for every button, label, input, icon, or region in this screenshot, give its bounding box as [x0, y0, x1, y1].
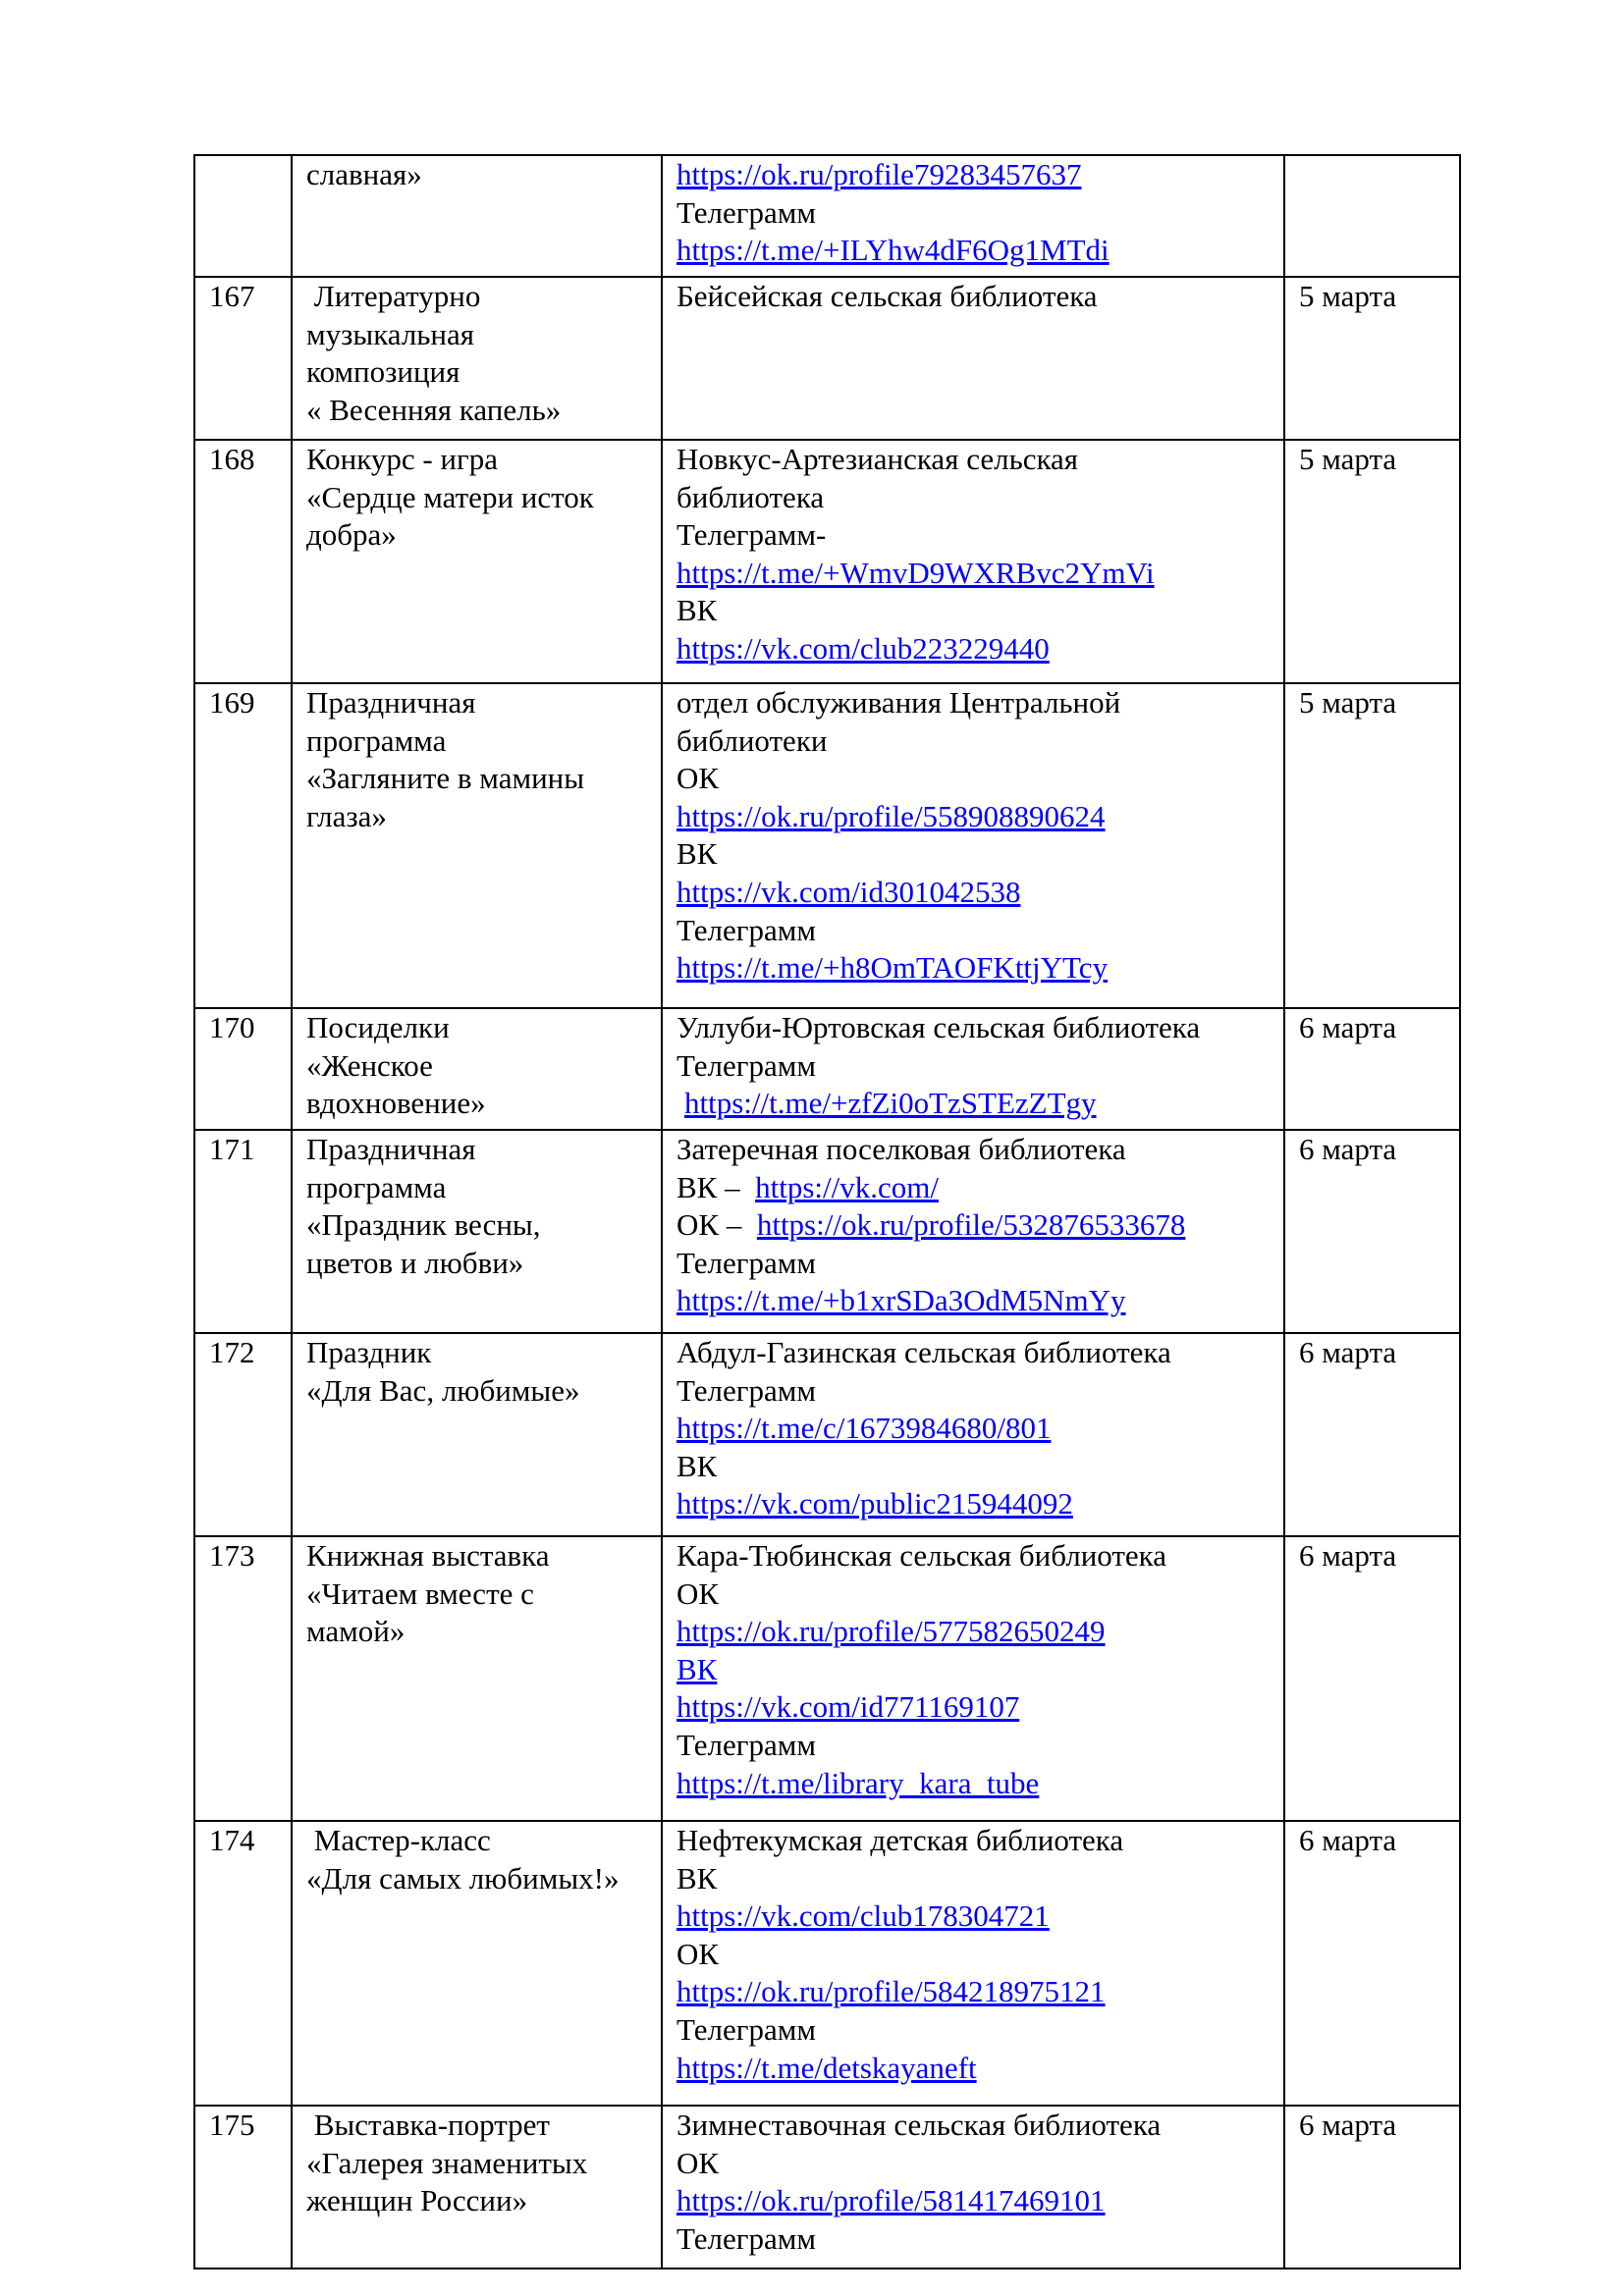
table-row — [194, 277, 1460, 440]
venue-line — [677, 722, 1270, 761]
venue-text: ОК — [677, 1575, 720, 1611]
social-network-label: ОК – — [677, 1207, 757, 1243]
event-title-cell — [292, 1333, 662, 1536]
table-row — [194, 1821, 1460, 2106]
row-number: 169 — [209, 685, 255, 720]
event-title-line: Праздничная — [306, 1132, 476, 1166]
event-title-cell — [292, 1130, 662, 1333]
event-title-cell — [292, 2106, 662, 2269]
event-date-cell — [1284, 155, 1460, 277]
venue-text: отдел обслуживания Центральной — [677, 685, 1121, 720]
event-title-cell — [292, 683, 662, 1008]
venue-text: Телеграмм- — [677, 517, 827, 553]
venue-line — [677, 516, 1270, 555]
event-title-line: программа — [306, 1169, 447, 1204]
venue-text: ВК — [677, 836, 718, 872]
event-title-line: «Галерея знаменитых — [306, 2145, 588, 2180]
venue-line — [677, 874, 1270, 912]
venue-line — [677, 592, 1270, 630]
venue-line — [677, 1485, 1270, 1523]
venue-line — [677, 1936, 1270, 1974]
event-title-line: Посиделки — [306, 1010, 450, 1044]
venue-line — [677, 1765, 1270, 1803]
venue-line — [677, 1334, 1270, 1372]
social-link[interactable]: https://t.me/+ILYhw4dF6Og1MTdi — [677, 233, 1110, 268]
venue-text: ОК — [677, 2145, 720, 2180]
social-link[interactable]: https://vk.com/ — [755, 1169, 939, 1204]
row-number-cell — [194, 2106, 292, 2269]
row-number: 175 — [209, 2108, 255, 2142]
venue-line — [677, 1009, 1270, 1047]
venue-line — [677, 1372, 1270, 1411]
social-link[interactable]: https://vk.com/id771169107 — [677, 1689, 1020, 1725]
venue-line — [677, 1047, 1270, 1086]
social-link[interactable]: ВК — [677, 1651, 718, 1686]
event-date: 6 марта — [1299, 2108, 1397, 2142]
venue-text: Бейсейская сельская библиотека — [677, 279, 1098, 313]
venue-line — [677, 1688, 1270, 1727]
venue-text: Телеграмм — [677, 1245, 816, 1280]
table-row — [194, 1536, 1460, 1821]
venue-line — [677, 2107, 1270, 2145]
event-title-line: композиция — [306, 354, 460, 390]
event-date-cell — [1284, 1821, 1460, 2106]
venue-line — [677, 278, 1270, 316]
event-date: 5 марта — [1299, 685, 1397, 720]
venue-text: библиотеки — [677, 722, 828, 758]
social-link[interactable]: https://t.me/+b1xrSDa3OdM5NmYy — [677, 1283, 1126, 1318]
venue-text: Телеграмм — [677, 2220, 816, 2256]
row-number-cell — [194, 683, 292, 1008]
event-title-line: « Весенняя капель» — [306, 392, 562, 427]
event-title-line: «Для самых любимых!» — [306, 1860, 620, 1896]
venue-line — [677, 1169, 1270, 1207]
row-number-cell — [194, 1008, 292, 1130]
event-date-cell — [1284, 277, 1460, 440]
venue-line — [677, 555, 1270, 593]
event-date-cell — [1284, 2106, 1460, 2269]
event-date: 6 марта — [1299, 1538, 1397, 1573]
row-number: 167 — [209, 279, 255, 313]
event-title-cell — [292, 1008, 662, 1130]
venue-line — [677, 1131, 1270, 1169]
event-title-line: «Сердце матери исток — [306, 479, 594, 514]
venue-line — [677, 1822, 1270, 1860]
social-link[interactable]: https://vk.com/club223229440 — [677, 630, 1050, 666]
venue-line — [677, 441, 1270, 479]
venue-line — [677, 2145, 1270, 2183]
row-number-cell — [194, 1821, 292, 2106]
event-title-cell — [292, 440, 662, 683]
event-date-cell — [1284, 1536, 1460, 1821]
venue-line — [677, 1860, 1270, 1898]
event-title-line: «Читаем вместе с — [306, 1575, 534, 1611]
event-date: 5 марта — [1299, 442, 1397, 476]
venue-line — [677, 630, 1270, 668]
event-date: 6 марта — [1299, 1335, 1397, 1369]
event-date-cell — [1284, 1130, 1460, 1333]
row-number-cell — [194, 1536, 292, 1821]
event-date-cell — [1284, 440, 1460, 683]
events-table — [193, 154, 1461, 2269]
venue-line — [677, 194, 1270, 233]
venue-line — [677, 1897, 1270, 1936]
event-title-line: «Женское — [306, 1047, 433, 1083]
social-link[interactable]: https://t.me/detskayaneft — [677, 2050, 977, 2085]
venue-line — [677, 1085, 1270, 1123]
row-number-cell — [194, 440, 292, 683]
event-title-line: Праздник — [306, 1335, 432, 1369]
event-title-line: Мастер-класс — [306, 1823, 491, 1857]
table-row — [194, 1130, 1460, 1333]
venue-text: Новкус-Артезианская сельская — [677, 442, 1079, 476]
row-number-cell — [194, 1130, 292, 1333]
venue-line — [677, 798, 1270, 836]
event-date: 6 марта — [1299, 1132, 1397, 1166]
venue-line — [677, 684, 1270, 722]
venue-text: Кара-Тюбинская сельская библиотека — [677, 1538, 1167, 1573]
social-link[interactable]: https://t.me/+h8OmTAOFKttjYTcy — [677, 950, 1109, 986]
event-title-line: «Загляните в мамины — [306, 761, 585, 796]
event-title-line: «Для Вас, любимые» — [306, 1372, 580, 1408]
venue-text: Телеграмм — [677, 194, 816, 230]
row-number: 170 — [209, 1010, 255, 1044]
event-title-line: цветов и любви» — [306, 1245, 524, 1280]
social-link[interactable]: https://vk.com/id301042538 — [677, 874, 1021, 909]
event-title-line: Конкурс - игра — [306, 442, 498, 476]
social-link[interactable]: https://ok.ru/profile79283457637 — [677, 157, 1082, 191]
event-date: 6 марта — [1299, 1010, 1397, 1044]
venue-line — [677, 835, 1270, 874]
venue-line — [677, 232, 1270, 270]
table-row — [194, 2106, 1460, 2269]
event-title-line: Книжная выставка — [306, 1538, 550, 1573]
venue-line — [677, 156, 1270, 194]
venue-cell — [662, 277, 1284, 440]
table-row — [194, 155, 1460, 277]
event-date: 5 марта — [1299, 279, 1397, 313]
event-date-cell — [1284, 1008, 1460, 1130]
venue-cell — [662, 2106, 1284, 2269]
social-link[interactable]: https://ok.ru/profile/558908890624 — [677, 798, 1106, 833]
venue-cell — [662, 1821, 1284, 2106]
venue-line — [677, 1973, 1270, 2011]
venue-text: ВК — [677, 1448, 718, 1483]
venue-text: Телеграмм — [677, 1727, 816, 1762]
venue-text: Зимнеставочная сельская библиотека — [677, 2108, 1162, 2142]
row-number: 174 — [209, 1823, 255, 1857]
table-row — [194, 1008, 1460, 1130]
venue-text: библиотека — [677, 479, 825, 514]
venue-text: Телеграмм — [677, 912, 816, 947]
table-row — [194, 440, 1460, 683]
table-row — [194, 1333, 1460, 1536]
social-link[interactable]: https://t.me/c/1673984680/801 — [677, 1411, 1052, 1446]
venue-text: Затеречная поселковая библиотека — [677, 1132, 1126, 1166]
event-date: 6 марта — [1299, 1823, 1397, 1857]
row-number-cell — [194, 1333, 292, 1536]
event-title-line: женщин России» — [306, 2183, 528, 2218]
venue-line — [677, 1410, 1270, 1448]
social-link[interactable]: https://ok.ru/profile/581417469101 — [677, 2183, 1106, 2218]
event-title-line: мамой» — [306, 1614, 406, 1649]
social-link[interactable]: https://vk.com/public215944092 — [677, 1486, 1073, 1522]
venue-text: Абдул-Газинская сельская библиотека — [677, 1335, 1171, 1369]
event-date-cell — [1284, 683, 1460, 1008]
venue-text: Телеграмм — [677, 1047, 816, 1083]
row-number: 172 — [209, 1335, 255, 1369]
venue-line — [677, 912, 1270, 950]
venue-line — [677, 1651, 1270, 1689]
venue-line — [677, 949, 1270, 988]
venue-line — [677, 479, 1270, 517]
venue-line — [677, 1537, 1270, 1575]
venue-line — [677, 760, 1270, 798]
venue-cell — [662, 440, 1284, 683]
social-link[interactable]: https://ok.ru/profile/584218975121 — [677, 1974, 1106, 2009]
event-title-line: глаза» — [306, 798, 387, 833]
event-title-line: «Праздник весны, — [306, 1207, 541, 1243]
venue-cell — [662, 1008, 1284, 1130]
social-link[interactable]: https://vk.com/club178304721 — [677, 1898, 1050, 1934]
venue-line — [677, 1245, 1270, 1283]
venue-cell — [662, 1130, 1284, 1333]
social-link[interactable]: https://t.me/+WmvD9WXRBvc2YmVi — [677, 555, 1155, 590]
venue-line — [677, 1575, 1270, 1614]
event-title-cell — [292, 1821, 662, 2106]
event-title-cell — [292, 155, 662, 277]
venue-line — [677, 1448, 1270, 1486]
row-number-cell — [194, 277, 292, 440]
event-title-cell — [292, 277, 662, 440]
venue-cell — [662, 683, 1284, 1008]
event-title-line: Литературно — [306, 279, 481, 313]
social-network-label: ВК – — [677, 1169, 756, 1204]
venue-line — [677, 2011, 1270, 2050]
venue-text: Уллуби-Юртовская сельская библиотека — [677, 1010, 1201, 1044]
venue-line — [677, 2182, 1270, 2220]
event-title-line: Праздничная — [306, 685, 476, 720]
table-row — [194, 683, 1460, 1008]
venue-cell — [662, 1536, 1284, 1821]
event-title-line: программа — [306, 722, 447, 758]
venue-text: ВК — [677, 593, 718, 628]
row-number: 168 — [209, 442, 255, 476]
venue-text: Телеграмм — [677, 2011, 816, 2047]
social-link[interactable]: https://ok.ru/profile/532876533678 — [756, 1207, 1186, 1243]
event-title-line: добра» — [306, 517, 397, 553]
venue-cell — [662, 1333, 1284, 1536]
event-title-line: Выставка-портрет — [306, 2108, 550, 2142]
venue-text: ОК — [677, 761, 720, 796]
social-link[interactable]: https://ok.ru/profile/577582650249 — [677, 1614, 1106, 1649]
venue-text: Нефтекумская детская библиотека — [677, 1823, 1124, 1857]
venue-cell — [662, 155, 1284, 277]
venue-line — [677, 1282, 1270, 1320]
event-title-line: славная» — [306, 157, 422, 191]
venue-text: Телеграмм — [677, 1372, 816, 1408]
row-number: 171 — [209, 1132, 255, 1166]
event-date-cell — [1284, 1333, 1460, 1536]
venue-text: ОК — [677, 1936, 720, 1971]
venue-line — [677, 2220, 1270, 2259]
events-table-body — [194, 155, 1460, 2269]
row-number: 173 — [209, 1538, 255, 1573]
event-title-line: музыкальная — [306, 316, 475, 351]
social-link[interactable]: https://t.me/+zfZi0oTzSTEzZTgy — [684, 1086, 1097, 1121]
venue-line — [677, 2050, 1270, 2088]
venue-text: ВК — [677, 1860, 718, 1896]
event-title-line: вдохновение» — [306, 1086, 486, 1121]
venue-line — [677, 1727, 1270, 1765]
row-number-cell — [194, 155, 292, 277]
social-link[interactable]: https://t.me/library_kara_tube — [677, 1765, 1040, 1800]
event-title-cell — [292, 1536, 662, 1821]
venue-line — [677, 1206, 1270, 1245]
venue-line — [677, 1613, 1270, 1651]
